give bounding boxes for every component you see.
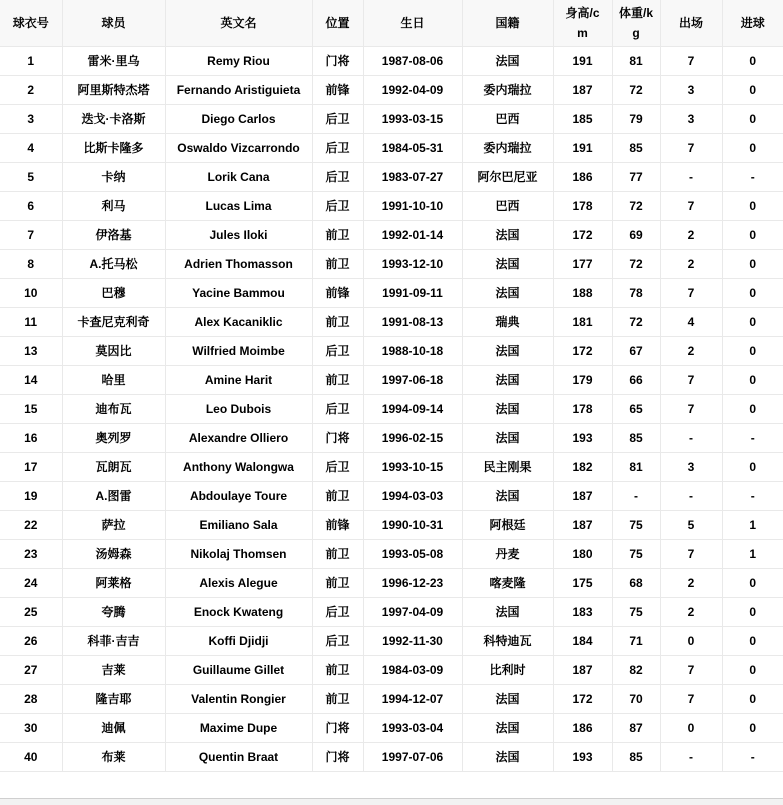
cell-nationality: 法国 (462, 249, 553, 278)
table-body (0, 46, 783, 771)
column-header-appearances: 出场 (660, 0, 722, 46)
cell-name_en: Oswaldo Vizcarrondo (165, 133, 312, 162)
cell-birthday: 1991-10-10 (363, 191, 462, 220)
cell-name_cn: 隆吉耶 (62, 684, 165, 713)
cell-appearances: 0 (660, 626, 722, 655)
cell-position: 后卫 (312, 597, 363, 626)
cell-goals: 0 (722, 655, 783, 684)
cell-number: 40 (0, 742, 62, 771)
cell-goals: - (722, 423, 783, 452)
cell-position: 后卫 (312, 452, 363, 481)
cell-weight: 78 (612, 278, 660, 307)
cell-number: 2 (0, 75, 62, 104)
table-row (0, 510, 783, 539)
cell-position: 前卫 (312, 568, 363, 597)
column-header-nationality: 国籍 (462, 0, 553, 46)
cell-appearances: - (660, 423, 722, 452)
cell-position: 门将 (312, 46, 363, 75)
cell-goals: 0 (722, 220, 783, 249)
cell-nationality: 法国 (462, 713, 553, 742)
cell-appearances: 2 (660, 336, 722, 365)
cell-name_cn: 雷米·里乌 (62, 46, 165, 75)
cell-birthday: 1991-08-13 (363, 307, 462, 336)
cell-weight: 70 (612, 684, 660, 713)
cell-nationality: 法国 (462, 394, 553, 423)
cell-height: 187 (553, 510, 612, 539)
cell-goals: - (722, 481, 783, 510)
cell-appearances: 3 (660, 104, 722, 133)
cell-birthday: 1991-09-11 (363, 278, 462, 307)
table-row (0, 568, 783, 597)
cell-number: 26 (0, 626, 62, 655)
cell-height: 184 (553, 626, 612, 655)
table-row (0, 46, 783, 75)
cell-weight: 75 (612, 597, 660, 626)
cell-name_cn: 卡纳 (62, 162, 165, 191)
cell-weight: 77 (612, 162, 660, 191)
cell-height: 193 (553, 742, 612, 771)
cell-name_cn: 迭戈·卡洛斯 (62, 104, 165, 133)
column-header-birthday: 生日 (363, 0, 462, 46)
cell-number: 1 (0, 46, 62, 75)
cell-name_en: Lucas Lima (165, 191, 312, 220)
cell-name_en: Remy Riou (165, 46, 312, 75)
cell-weight: - (612, 481, 660, 510)
cell-height: 178 (553, 394, 612, 423)
cell-position: 后卫 (312, 626, 363, 655)
cell-height: 186 (553, 162, 612, 191)
cell-appearances: 0 (660, 713, 722, 742)
cell-goals: 0 (722, 568, 783, 597)
cell-name_cn: 迪布瓦 (62, 394, 165, 423)
cell-position: 后卫 (312, 191, 363, 220)
cell-weight: 85 (612, 423, 660, 452)
cell-weight: 72 (612, 307, 660, 336)
cell-birthday: 1992-01-14 (363, 220, 462, 249)
table-row (0, 394, 783, 423)
cell-height: 172 (553, 220, 612, 249)
cell-appearances: 7 (660, 133, 722, 162)
cell-position: 后卫 (312, 104, 363, 133)
cell-name_cn: 吉莱 (62, 655, 165, 684)
cell-number: 6 (0, 191, 62, 220)
cell-appearances: - (660, 481, 722, 510)
cell-nationality: 法国 (462, 220, 553, 249)
cell-nationality: 法国 (462, 278, 553, 307)
cell-goals: 0 (722, 46, 783, 75)
cell-nationality: 法国 (462, 684, 553, 713)
cell-number: 22 (0, 510, 62, 539)
table-row (0, 626, 783, 655)
cell-number: 30 (0, 713, 62, 742)
cell-nationality: 阿尔巴尼亚 (462, 162, 553, 191)
cell-goals: 0 (722, 394, 783, 423)
cell-name_en: Amine Harit (165, 365, 312, 394)
cell-birthday: 1997-07-06 (363, 742, 462, 771)
cell-number: 7 (0, 220, 62, 249)
cell-name_en: Nikolaj Thomsen (165, 539, 312, 568)
cell-birthday: 1983-07-27 (363, 162, 462, 191)
cell-goals: 1 (722, 539, 783, 568)
cell-birthday: 1993-03-04 (363, 713, 462, 742)
cell-goals: 0 (722, 597, 783, 626)
column-header-height (553, 0, 612, 46)
table-row (0, 655, 783, 684)
cell-name_en: Jules Iloki (165, 220, 312, 249)
cell-name_en: Emiliano Sala (165, 510, 312, 539)
cell-height: 187 (553, 75, 612, 104)
cell-height: 191 (553, 46, 612, 75)
cell-height: 188 (553, 278, 612, 307)
cell-birthday: 1990-10-31 (363, 510, 462, 539)
column-header-weight-line: 体重/k (618, 5, 653, 20)
cell-goals: 0 (722, 336, 783, 365)
table-row (0, 162, 783, 191)
cell-position: 前锋 (312, 510, 363, 539)
cell-weight: 75 (612, 539, 660, 568)
column-header-name_cn: 球员 (62, 0, 165, 46)
cell-birthday: 1993-10-15 (363, 452, 462, 481)
cell-number: 24 (0, 568, 62, 597)
cell-height: 187 (553, 481, 612, 510)
cell-nationality: 法国 (462, 365, 553, 394)
cell-number: 19 (0, 481, 62, 510)
cell-birthday: 1994-03-03 (363, 481, 462, 510)
cell-weight: 68 (612, 568, 660, 597)
cell-name_cn: 哈里 (62, 365, 165, 394)
cell-appearances: 3 (660, 75, 722, 104)
cell-position: 前卫 (312, 655, 363, 684)
cell-number: 15 (0, 394, 62, 423)
table-row (0, 133, 783, 162)
cell-position: 门将 (312, 713, 363, 742)
cell-birthday: 1997-06-18 (363, 365, 462, 394)
cell-number: 14 (0, 365, 62, 394)
cell-name_en: Alexandre Olliero (165, 423, 312, 452)
table-row (0, 539, 783, 568)
cell-name_cn: 布莱 (62, 742, 165, 771)
cell-appearances: 7 (660, 191, 722, 220)
cell-position: 门将 (312, 423, 363, 452)
table-row (0, 713, 783, 742)
column-header-weight-line: g (632, 25, 640, 40)
cell-position: 后卫 (312, 336, 363, 365)
cell-position: 后卫 (312, 394, 363, 423)
cell-name_en: Alex Kacaniklic (165, 307, 312, 336)
cell-name_en: Anthony Walongwa (165, 452, 312, 481)
column-header-name_en: 英文名 (165, 0, 312, 46)
cell-goals: - (722, 162, 783, 191)
cell-weight: 72 (612, 75, 660, 104)
table-row (0, 191, 783, 220)
cell-height: 186 (553, 713, 612, 742)
table-row (0, 365, 783, 394)
cell-nationality: 法国 (462, 481, 553, 510)
table-row (0, 220, 783, 249)
cell-goals: 0 (722, 626, 783, 655)
cell-goals: 0 (722, 307, 783, 336)
cell-name_en: Leo Dubois (165, 394, 312, 423)
cell-nationality: 法国 (462, 423, 553, 452)
cell-position: 后卫 (312, 133, 363, 162)
cell-weight: 66 (612, 365, 660, 394)
cell-appearances: 7 (660, 684, 722, 713)
cell-weight: 67 (612, 336, 660, 365)
cell-birthday: 1993-05-08 (363, 539, 462, 568)
cell-name_en: Fernando Aristiguieta (165, 75, 312, 104)
cell-weight: 71 (612, 626, 660, 655)
cell-appearances: 7 (660, 539, 722, 568)
cell-birthday: 1992-11-30 (363, 626, 462, 655)
cell-height: 182 (553, 452, 612, 481)
cell-goals: 0 (722, 452, 783, 481)
footer-strip (0, 798, 783, 805)
cell-birthday: 1992-04-09 (363, 75, 462, 104)
cell-nationality: 巴西 (462, 191, 553, 220)
cell-name_cn: 阿莱格 (62, 568, 165, 597)
cell-weight: 72 (612, 191, 660, 220)
cell-position: 后卫 (312, 162, 363, 191)
cell-birthday: 1993-12-10 (363, 249, 462, 278)
cell-birthday: 1988-10-18 (363, 336, 462, 365)
cell-birthday: 1987-08-06 (363, 46, 462, 75)
cell-name_en: Yacine Bammou (165, 278, 312, 307)
cell-birthday: 1993-03-15 (363, 104, 462, 133)
cell-height: 180 (553, 539, 612, 568)
cell-height: 181 (553, 307, 612, 336)
table-row (0, 104, 783, 133)
cell-goals: 0 (722, 365, 783, 394)
column-header-number: 球衣号 (0, 0, 62, 46)
table-row (0, 75, 783, 104)
cell-position: 前卫 (312, 307, 363, 336)
cell-nationality: 法国 (462, 336, 553, 365)
cell-height: 185 (553, 104, 612, 133)
cell-position: 门将 (312, 742, 363, 771)
cell-name_en: Wilfried Moimbe (165, 336, 312, 365)
cell-appearances: - (660, 162, 722, 191)
cell-birthday: 1997-04-09 (363, 597, 462, 626)
cell-goals: 0 (722, 133, 783, 162)
cell-appearances: 7 (660, 394, 722, 423)
cell-weight: 85 (612, 133, 660, 162)
cell-appearances: - (660, 742, 722, 771)
cell-name_en: Adrien Thomasson (165, 249, 312, 278)
cell-number: 23 (0, 539, 62, 568)
cell-appearances: 7 (660, 365, 722, 394)
cell-number: 17 (0, 452, 62, 481)
table-row (0, 597, 783, 626)
cell-appearances: 4 (660, 307, 722, 336)
cell-name_cn: A.图雷 (62, 481, 165, 510)
cell-name_en: Valentin Rongier (165, 684, 312, 713)
column-header-position: 位置 (312, 0, 363, 46)
table-row (0, 336, 783, 365)
cell-name_cn: 瓦朗瓦 (62, 452, 165, 481)
cell-weight: 87 (612, 713, 660, 742)
cell-birthday: 1994-12-07 (363, 684, 462, 713)
cell-birthday: 1996-12-23 (363, 568, 462, 597)
cell-nationality: 阿根廷 (462, 510, 553, 539)
cell-goals: 0 (722, 191, 783, 220)
cell-number: 3 (0, 104, 62, 133)
cell-name_en: Guillaume Gillet (165, 655, 312, 684)
cell-nationality: 巴西 (462, 104, 553, 133)
column-header-height-line: 身高/c (565, 5, 600, 20)
cell-position: 前卫 (312, 539, 363, 568)
cell-position: 前卫 (312, 684, 363, 713)
cell-number: 8 (0, 249, 62, 278)
cell-name_en: Maxime Dupe (165, 713, 312, 742)
cell-name_cn: 卡查尼克利奇 (62, 307, 165, 336)
cell-nationality: 喀麦隆 (462, 568, 553, 597)
cell-weight: 65 (612, 394, 660, 423)
cell-number: 10 (0, 278, 62, 307)
cell-goals: 0 (722, 713, 783, 742)
cell-height: 183 (553, 597, 612, 626)
table-row (0, 249, 783, 278)
cell-name_cn: 比斯卡隆多 (62, 133, 165, 162)
cell-height: 193 (553, 423, 612, 452)
cell-position: 前卫 (312, 220, 363, 249)
cell-goals: 0 (722, 249, 783, 278)
cell-nationality: 法国 (462, 597, 553, 626)
table-row (0, 481, 783, 510)
cell-height: 177 (553, 249, 612, 278)
cell-name_cn: 阿里斯特杰塔 (62, 75, 165, 104)
cell-weight: 72 (612, 249, 660, 278)
cell-number: 13 (0, 336, 62, 365)
cell-position: 前锋 (312, 278, 363, 307)
cell-nationality: 法国 (462, 46, 553, 75)
cell-number: 25 (0, 597, 62, 626)
cell-height: 172 (553, 684, 612, 713)
cell-weight: 82 (612, 655, 660, 684)
cell-nationality: 丹麦 (462, 539, 553, 568)
cell-name_cn: 利马 (62, 191, 165, 220)
cell-height: 178 (553, 191, 612, 220)
cell-goals: 0 (722, 104, 783, 133)
cell-nationality: 委内瑞拉 (462, 75, 553, 104)
cell-goals: - (722, 742, 783, 771)
cell-appearances: 7 (660, 278, 722, 307)
cell-height: 172 (553, 336, 612, 365)
cell-goals: 0 (722, 684, 783, 713)
cell-name_cn: 萨拉 (62, 510, 165, 539)
cell-nationality: 瑞典 (462, 307, 553, 336)
cell-appearances: 2 (660, 249, 722, 278)
cell-number: 4 (0, 133, 62, 162)
cell-position: 前卫 (312, 249, 363, 278)
cell-name_en: Abdoulaye Toure (165, 481, 312, 510)
cell-name_en: Diego Carlos (165, 104, 312, 133)
cell-position: 前锋 (312, 75, 363, 104)
cell-name_en: Alexis Alegue (165, 568, 312, 597)
cell-weight: 81 (612, 452, 660, 481)
table-header-row (0, 0, 783, 46)
cell-position: 前卫 (312, 481, 363, 510)
cell-appearances: 7 (660, 655, 722, 684)
cell-nationality: 科特迪瓦 (462, 626, 553, 655)
table-row (0, 742, 783, 771)
cell-birthday: 1984-03-09 (363, 655, 462, 684)
cell-name_cn: 奥列罗 (62, 423, 165, 452)
cell-appearances: 2 (660, 568, 722, 597)
cell-birthday: 1984-05-31 (363, 133, 462, 162)
column-header-height-line: m (577, 25, 588, 40)
cell-number: 27 (0, 655, 62, 684)
cell-name_cn: 巴穆 (62, 278, 165, 307)
cell-weight: 69 (612, 220, 660, 249)
cell-nationality: 民主刚果 (462, 452, 553, 481)
cell-nationality: 法国 (462, 742, 553, 771)
table-row (0, 278, 783, 307)
cell-height: 175 (553, 568, 612, 597)
cell-weight: 75 (612, 510, 660, 539)
cell-weight: 81 (612, 46, 660, 75)
cell-name_cn: 汤姆森 (62, 539, 165, 568)
cell-name_en: Koffi Djidji (165, 626, 312, 655)
cell-number: 16 (0, 423, 62, 452)
cell-name_cn: 科菲·吉吉 (62, 626, 165, 655)
cell-appearances: 5 (660, 510, 722, 539)
cell-weight: 85 (612, 742, 660, 771)
cell-height: 179 (553, 365, 612, 394)
cell-name_cn: 夸腾 (62, 597, 165, 626)
cell-birthday: 1994-09-14 (363, 394, 462, 423)
cell-position: 前卫 (312, 365, 363, 394)
cell-name_cn: 伊洛基 (62, 220, 165, 249)
cell-weight: 79 (612, 104, 660, 133)
cell-nationality: 委内瑞拉 (462, 133, 553, 162)
cell-height: 191 (553, 133, 612, 162)
cell-appearances: 2 (660, 597, 722, 626)
column-header-weight (612, 0, 660, 46)
cell-number: 5 (0, 162, 62, 191)
cell-nationality: 比利时 (462, 655, 553, 684)
table-row (0, 452, 783, 481)
cell-goals: 0 (722, 75, 783, 104)
cell-appearances: 2 (660, 220, 722, 249)
cell-goals: 1 (722, 510, 783, 539)
cell-goals: 0 (722, 278, 783, 307)
table-row (0, 423, 783, 452)
cell-appearances: 3 (660, 452, 722, 481)
column-header-goals: 进球 (722, 0, 783, 46)
cell-name_en: Lorik Cana (165, 162, 312, 191)
table-row (0, 684, 783, 713)
cell-name_en: Quentin Braat (165, 742, 312, 771)
cell-number: 11 (0, 307, 62, 336)
cell-name_cn: A.托马松 (62, 249, 165, 278)
cell-appearances: 7 (660, 46, 722, 75)
table-row (0, 307, 783, 336)
cell-number: 28 (0, 684, 62, 713)
cell-name_cn: 迪佩 (62, 713, 165, 742)
cell-name_en: Enock Kwateng (165, 597, 312, 626)
cell-birthday: 1996-02-15 (363, 423, 462, 452)
cell-height: 187 (553, 655, 612, 684)
cell-name_cn: 莫因比 (62, 336, 165, 365)
